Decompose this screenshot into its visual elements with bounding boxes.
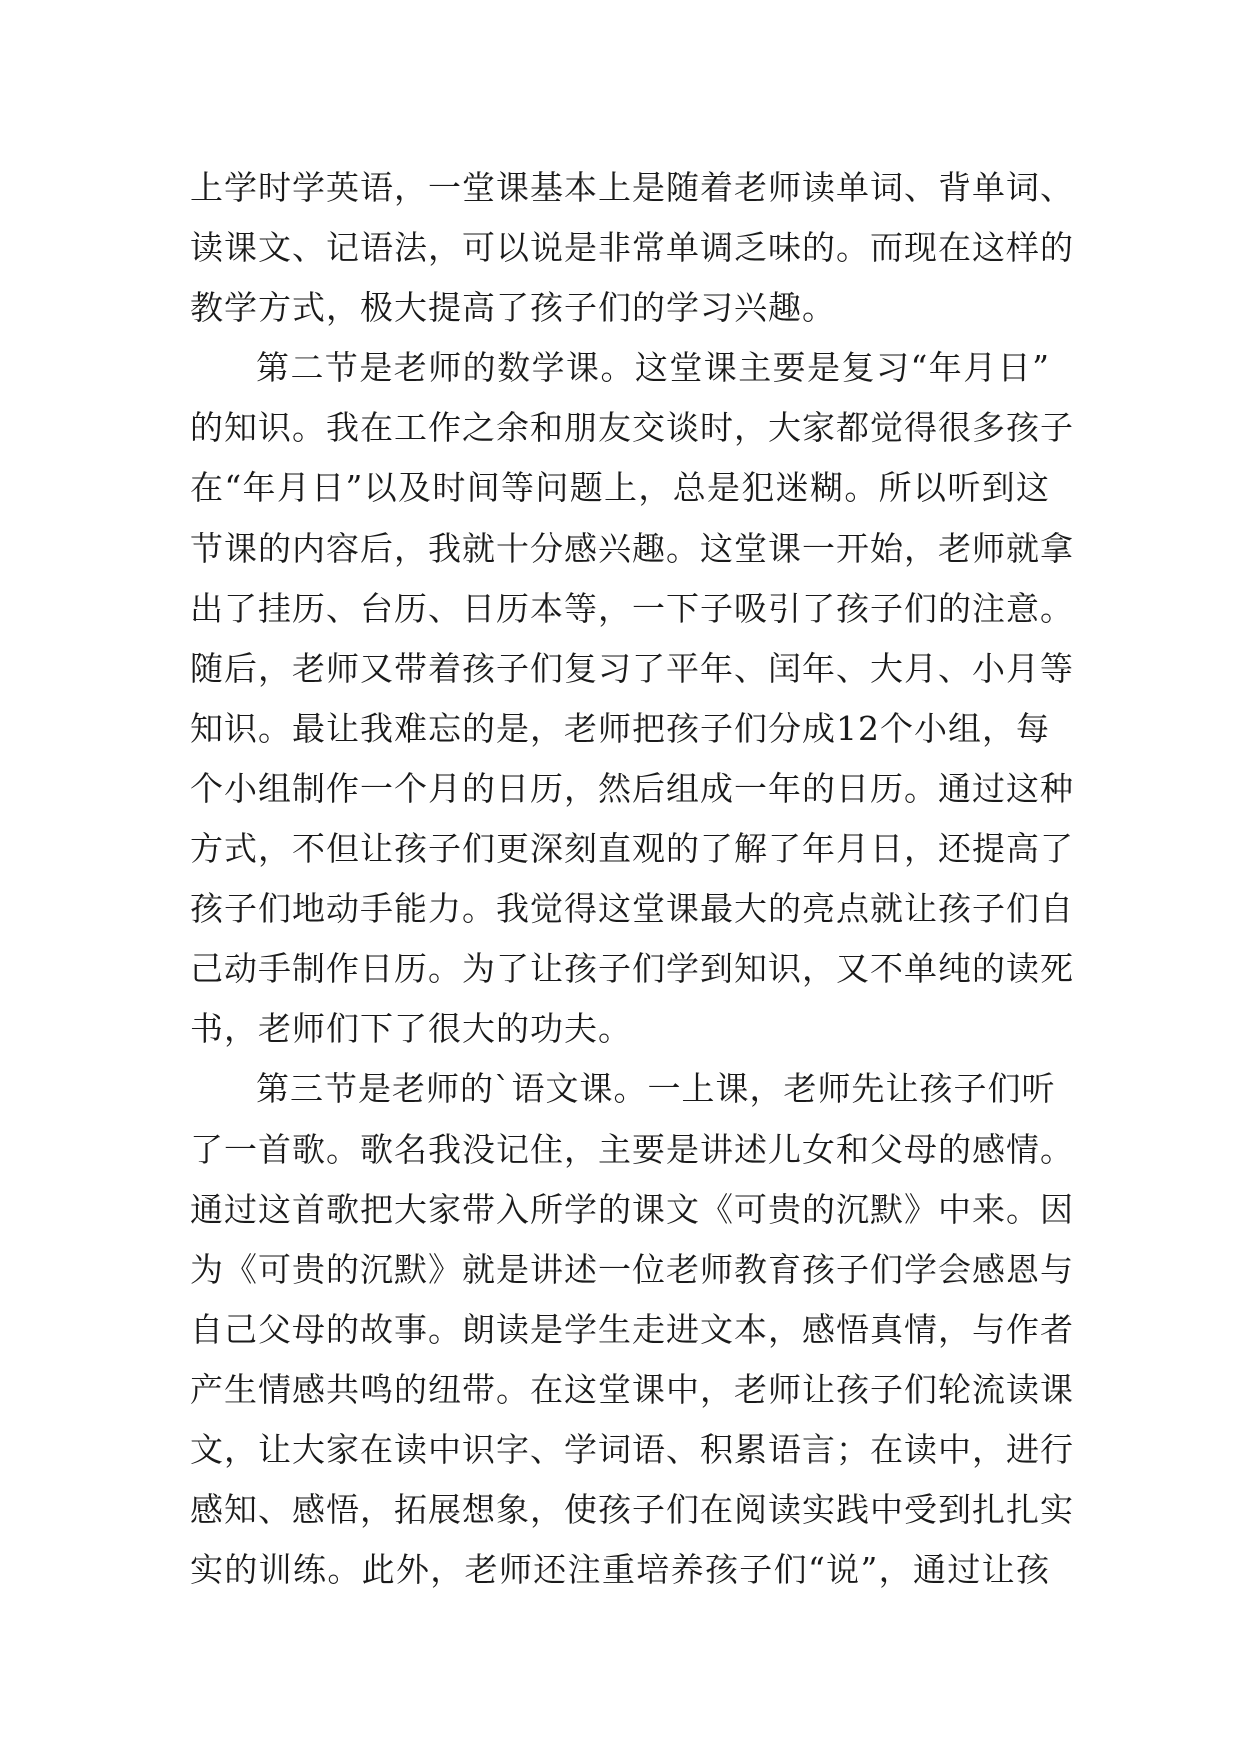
text-line: 在“年月日”以及时间等问题上，总是犯迷糊。所以听到这 xyxy=(190,468,1050,508)
paragraph-start-line: 第二节是老师的数学课。这堂课主要是复习“年月日” xyxy=(256,348,1050,388)
text-line: 的知识。我在工作之余和朋友交谈时，大家都觉得很多孩子 xyxy=(190,408,1074,448)
text-line: 知识。最让我难忘的是，老师把孩子们分成12个小组，每 xyxy=(190,708,1050,748)
text-line: 教学方式，极大提高了孩子们的学习兴趣。 xyxy=(190,288,836,328)
paragraph-start-line: 第三节是老师的`语文课。一上课，老师先让孩子们听 xyxy=(256,1069,1056,1109)
text-line: 为《可贵的沉默》就是讲述一位老师教育孩子们学会感恩与 xyxy=(190,1249,1074,1289)
text-line: 己动手制作日历。为了让孩子们学到知识，又不单纯的读死 xyxy=(190,949,1074,989)
text-line: 了一首歌。歌名我没记住，主要是讲述儿女和父母的感情。 xyxy=(190,1129,1074,1169)
text-line: 孩子们地动手能力。我觉得这堂课最大的亮点就让孩子们自 xyxy=(190,889,1074,929)
text-line: 方式，不但让孩子们更深刻直观的了解了年月日，还提高了 xyxy=(190,829,1074,869)
body-text xyxy=(190,158,1074,1600)
text-line: 出了挂历、台历、日历本等，一下子吸引了孩子们的注意。 xyxy=(190,588,1074,628)
text-line: 实的训练。此外，老师还注重培养孩子们“说”，通过让孩 xyxy=(190,1550,1050,1590)
text-line: 书，老师们下了很大的功夫。 xyxy=(190,1009,632,1049)
text-line: 上学时学英语，一堂课基本上是随着老师读单词、背单词、 xyxy=(190,168,1074,207)
text-line: 节课的内容后，我就十分感兴趣。这堂课一开始，老师就拿 xyxy=(190,528,1074,568)
text-line: 产生情感共鸣的纽带。在这堂课中，老师让孩子们轮流读课 xyxy=(190,1369,1074,1409)
text-line: 随后，老师又带着孩子们复习了平年、闰年、大月、小月等 xyxy=(190,648,1074,688)
text-line: 通过这首歌把大家带入所学的课文《可贵的沉默》中来。因 xyxy=(190,1189,1074,1229)
text-line: 自己父母的故事。朗读是学生走进文本，感悟真情，与作者 xyxy=(190,1309,1074,1349)
text-line: 个小组制作一个月的日历，然后组成一年的日历。通过这种 xyxy=(190,768,1074,808)
text-line: 感知、感悟，拓展想象，使孩子们在阅读实践中受到扎扎实 xyxy=(190,1490,1074,1530)
text-line: 文，让大家在读中识字、学词语、积累语言；在读中，进行 xyxy=(190,1429,1074,1469)
text-line: 读课文、记语法，可以说是非常单调乏味的。而现在这样的 xyxy=(190,228,1074,268)
